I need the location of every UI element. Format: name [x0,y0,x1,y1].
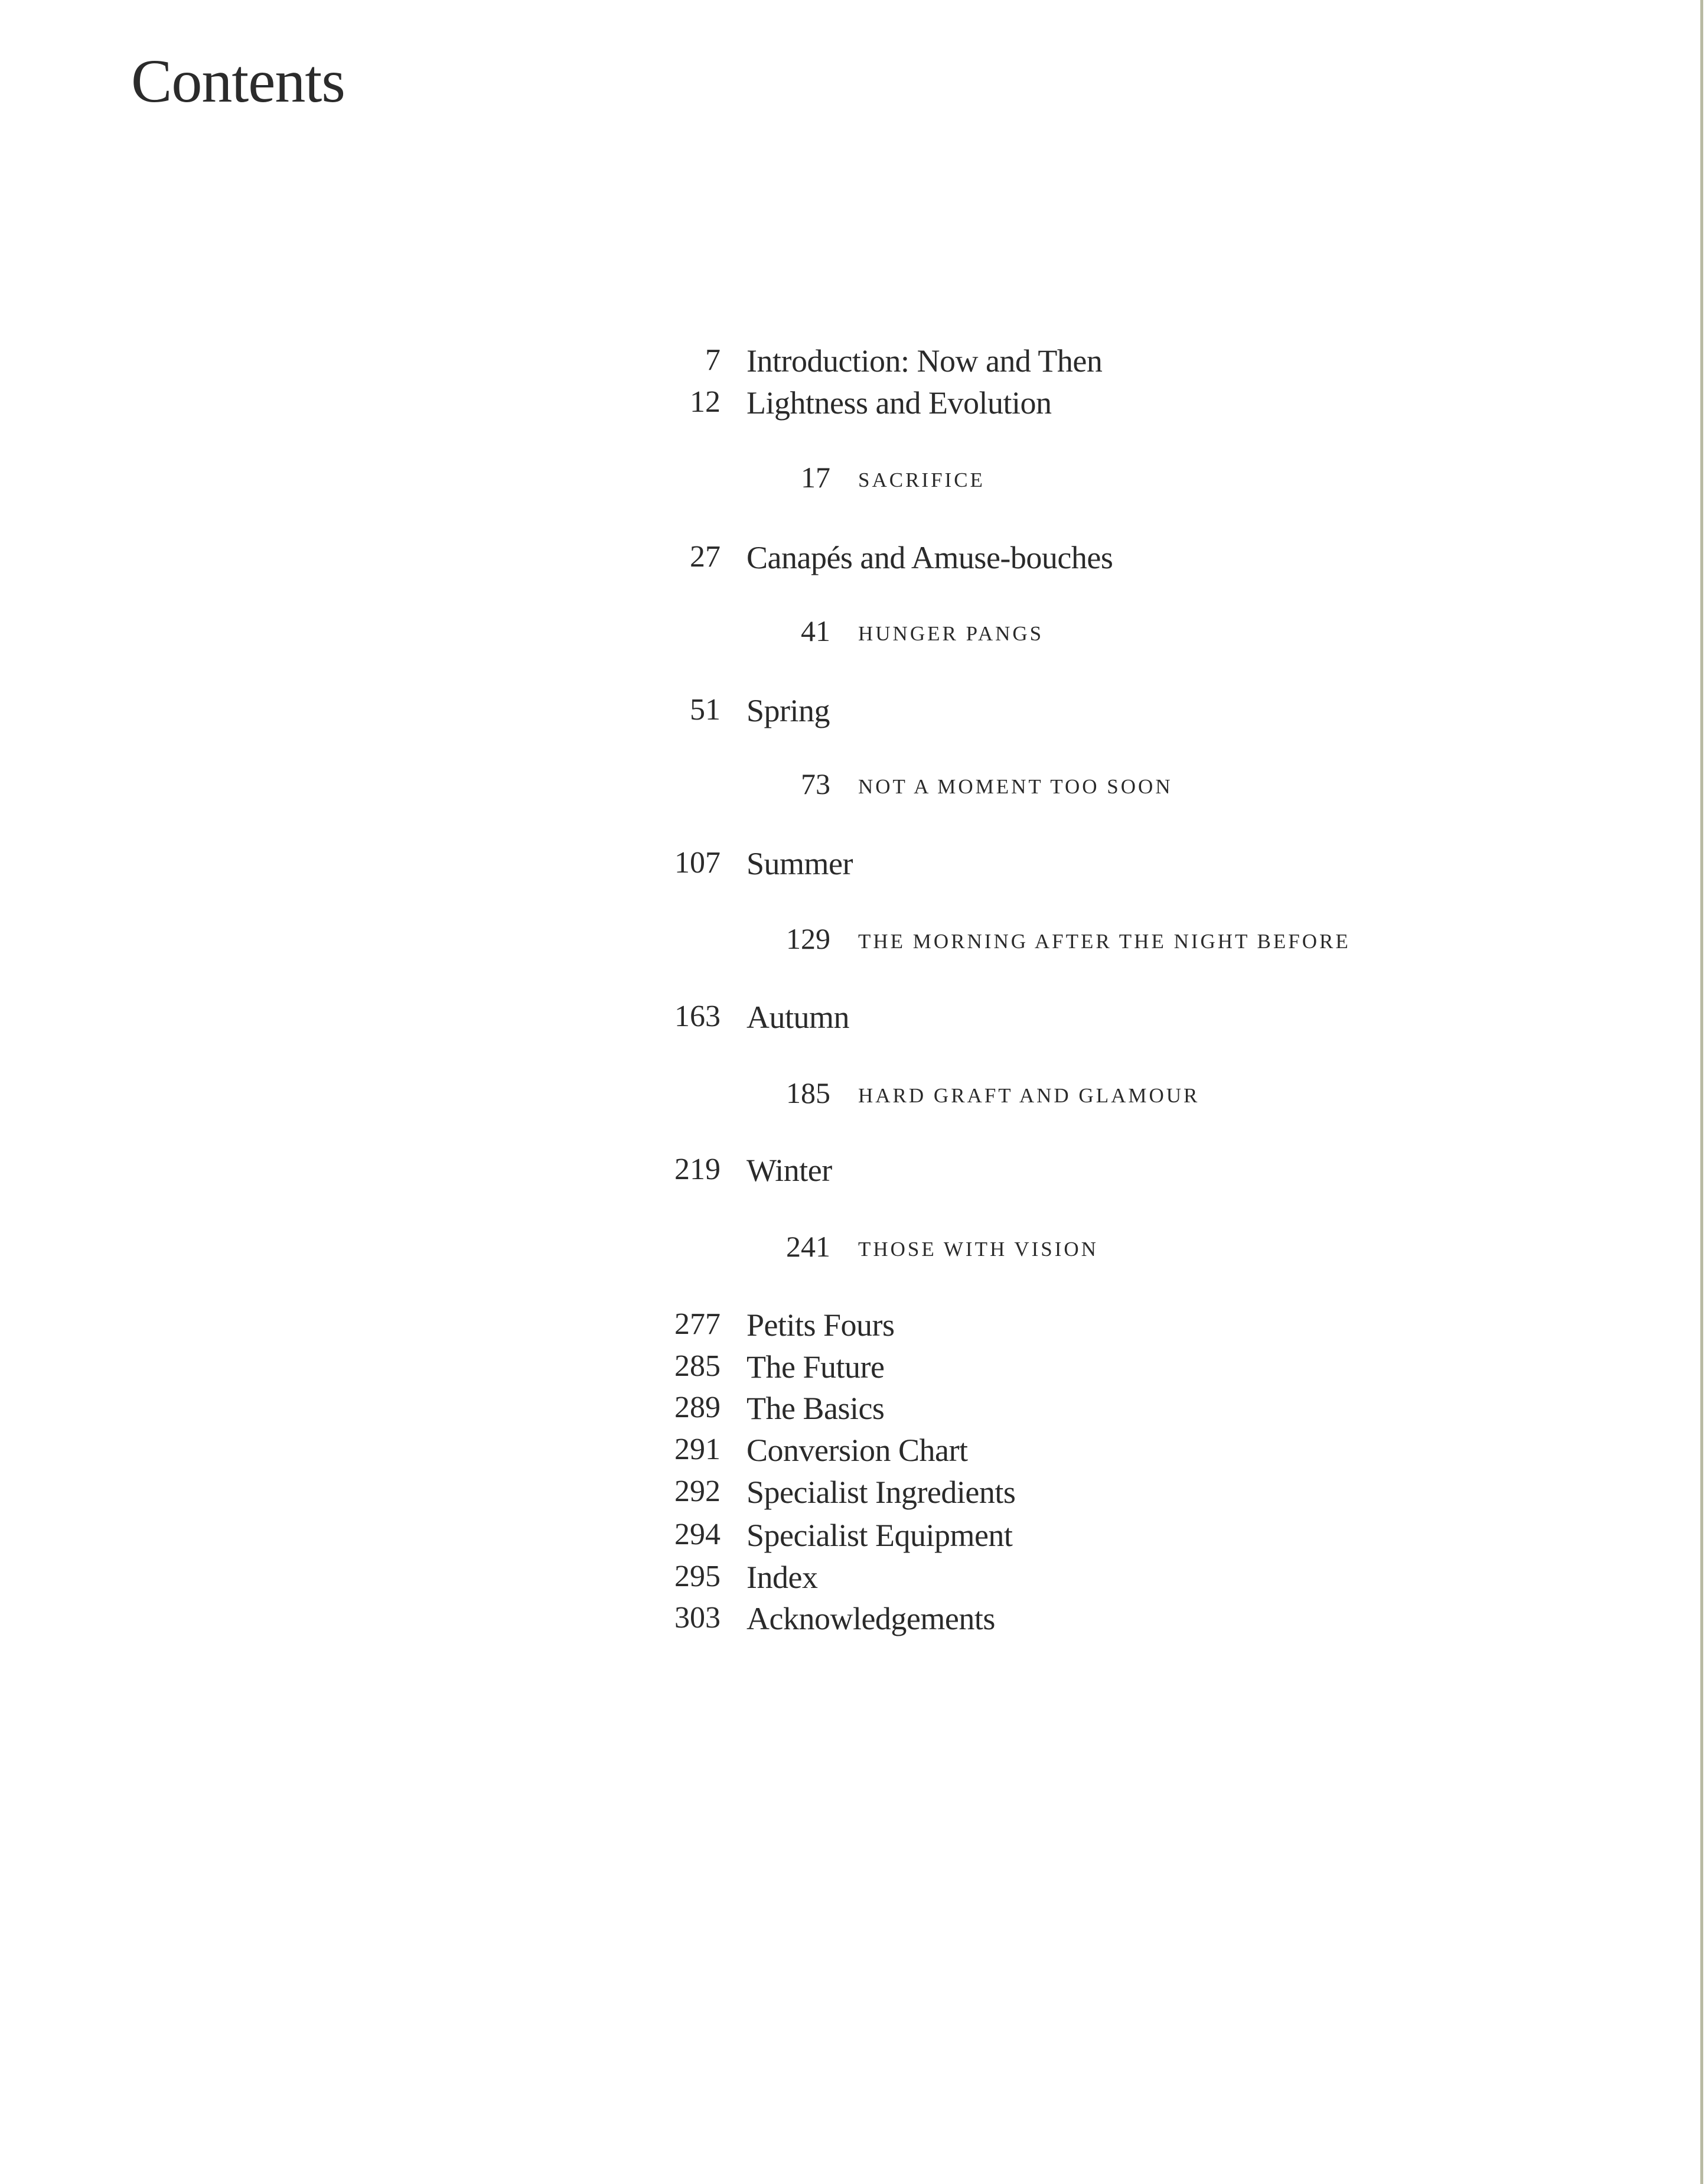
toc-entry-title: Winter [746,1153,832,1188]
toc-page-number: 17 [801,461,830,494]
toc-entry-title: The Future [746,1349,885,1385]
toc-page-number: 185 [786,1076,830,1109]
toc-page-number: 12 [690,385,721,419]
toc-entry [0,461,1705,505]
toc-entry [0,1559,1705,1600]
toc-entry [0,845,1705,887]
toc-entry [0,767,1705,812]
toc-entry [0,1349,1705,1390]
toc-entry-title: The Basics [746,1391,885,1426]
toc-entry [0,539,1705,581]
toc-page-number: 277 [674,1307,721,1341]
toc-entry-title: Conversion Chart [746,1433,968,1468]
toc-entry [0,1390,1705,1431]
toc-page-number: 219 [674,1153,721,1186]
toc-entry [0,692,1705,734]
toc-page-number: 129 [786,922,830,955]
toc-page-number: 303 [674,1601,721,1635]
toc-page-number: 295 [674,1560,721,1593]
toc-entry [0,614,1705,659]
toc-entry [0,1230,1705,1274]
toc-entry [0,1076,1705,1121]
toc-entry [0,1432,1705,1473]
toc-entry [0,1307,1705,1348]
toc-page-number: 41 [801,614,830,647]
toc-page-number: 27 [690,540,721,574]
toc-entry [0,1600,1705,1642]
toc-entry-title: THE MORNING AFTER THE NIGHT BEFORE [858,930,1351,953]
toc-page-number: 291 [674,1433,721,1466]
toc-entry-title: Spring [746,693,830,728]
toc-entry [0,385,1705,426]
toc-entry [0,1474,1705,1515]
toc-page-number: 292 [674,1475,721,1508]
toc-entry-title: HUNGER PANGS [858,622,1044,645]
toc-entry-title: Summer [746,846,853,881]
toc-page-number: 163 [674,1000,721,1033]
toc-page-number: 289 [674,1391,721,1424]
toc-entry [0,343,1705,384]
toc-page-number: 294 [674,1518,721,1551]
toc-page-number: 73 [801,767,830,800]
toc-entry-title: Autumn [746,1000,850,1035]
toc-entry-title: Specialist Equipment [746,1518,1013,1553]
toc-entry-title: Acknowledgements [746,1601,995,1636]
toc-entry-title: Index [746,1560,818,1595]
toc-entry-title: Lightness and Evolution [746,385,1052,421]
toc-entry-title: Specialist Ingredients [746,1475,1016,1510]
toc-entry-title: SACRIFICE [858,468,985,492]
toc-entry-title: Introduction: Now and Then [746,343,1103,379]
toc-entry-title: HARD GRAFT AND GLAMOUR [858,1084,1200,1107]
toc-entry-title: NOT A MOMENT TOO SOON [858,775,1173,798]
toc-entry-title: Canapés and Amuse-bouches [746,540,1113,575]
toc-entry [0,1517,1705,1558]
toc-entry [0,922,1705,966]
toc-entry-title: Petits Fours [746,1307,895,1343]
toc-entry-title: THOSE WITH VISION [858,1238,1098,1261]
toc-page-number: 241 [786,1230,830,1263]
toc-page-number: 285 [674,1349,721,1383]
toc-page-number: 107 [674,846,721,880]
toc-page-number: 51 [690,693,721,727]
toc-page-number: 7 [705,343,721,377]
toc-entry [0,1152,1705,1193]
page-title: Contents [131,47,345,115]
toc-entry [0,999,1705,1040]
